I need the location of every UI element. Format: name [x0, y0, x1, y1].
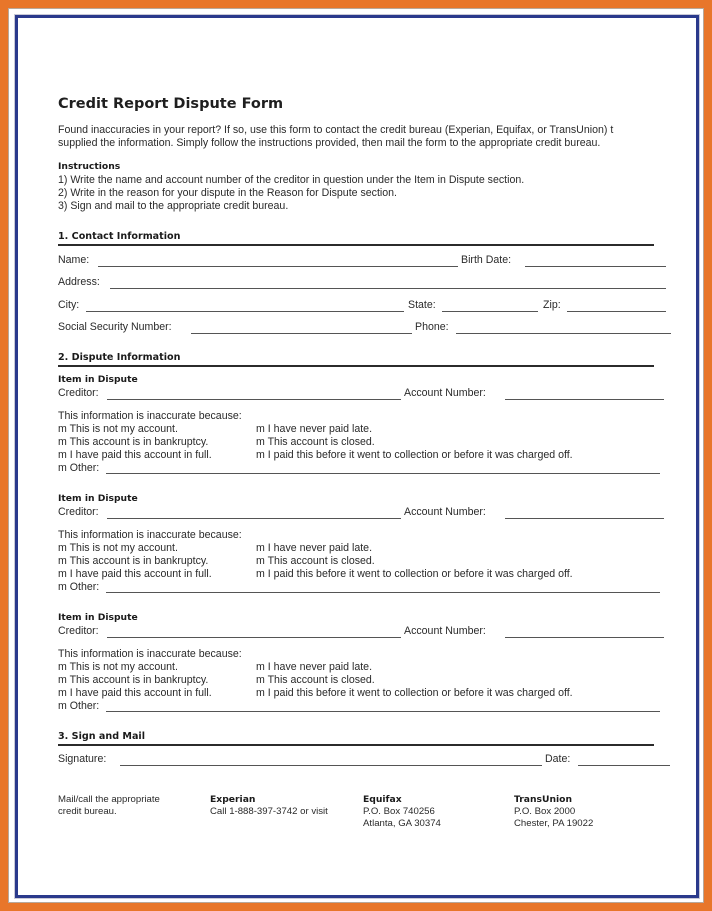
creditor-field[interactable]	[107, 518, 401, 519]
option-paid-before-collection[interactable]: m I paid this before it went to collection or before it was charged off.	[256, 687, 573, 699]
option-not-my-account[interactable]: m This is not my account.	[58, 542, 178, 554]
address-label: Address:	[58, 276, 100, 288]
name-label: Name:	[58, 254, 90, 266]
date-label: Date:	[545, 753, 571, 765]
document-frame	[8, 8, 704, 903]
zip-label: Zip:	[543, 299, 561, 311]
intro-line-2: supplied the information. Simply follow the instructions provided, then mail the form to the appropriate credit bureau.	[58, 137, 601, 149]
option-other[interactable]: m Other:	[58, 581, 100, 593]
account-number-label: Account Number:	[404, 506, 486, 518]
option-never-paid-late[interactable]: m I have never paid late.	[256, 423, 373, 435]
option-other[interactable]: m Other:	[58, 462, 100, 474]
option-bankruptcy[interactable]: m This account is in bankruptcy.	[58, 674, 209, 686]
reason-intro: This information is inaccurate because:	[58, 529, 242, 541]
equifax-address-line-2: Atlanta, GA 30374	[363, 818, 441, 829]
equifax-address-line-1: P.O. Box 740256	[363, 806, 435, 817]
reason-intro: This information is inaccurate because:	[58, 648, 242, 660]
mail-instructions-line-1: Mail/call the appropriate	[58, 794, 160, 805]
other-reason-field[interactable]	[106, 711, 660, 712]
intro-line-1: Found inaccuracies in your report? If so, use this form to contact the credit bureau (Experian, Equifax, or TransUnion) t	[58, 124, 614, 136]
name-field[interactable]	[98, 266, 458, 267]
signature-field[interactable]	[120, 765, 542, 766]
option-bankruptcy[interactable]: m This account is in bankruptcy.	[58, 555, 209, 567]
account-number-field[interactable]	[505, 399, 664, 400]
contact-section-heading: 1. Contact Information	[58, 231, 181, 242]
other-reason-field[interactable]	[106, 473, 660, 474]
option-not-my-account[interactable]: m This is not my account.	[58, 423, 178, 435]
equifax-name: Equifax	[363, 794, 402, 805]
option-account-closed[interactable]: m This account is closed.	[256, 674, 375, 686]
mail-instructions-line-2: credit bureau.	[58, 806, 117, 817]
option-account-closed[interactable]: m This account is closed.	[256, 436, 375, 448]
instructions-heading: Instructions	[58, 161, 121, 172]
other-reason-field[interactable]	[106, 592, 660, 593]
birth-date-field[interactable]	[525, 266, 666, 267]
item-in-dispute-heading: Item in Dispute	[58, 612, 138, 623]
transunion-name: TransUnion	[514, 794, 572, 805]
option-paid-before-collection[interactable]: m I paid this before it went to collection or before it was charged off.	[256, 568, 573, 580]
phone-label: Phone:	[415, 321, 449, 333]
creditor-label: Creditor:	[58, 625, 99, 637]
signature-label: Signature:	[58, 753, 107, 765]
option-paid-in-full[interactable]: m I have paid this account in full.	[58, 568, 212, 580]
reason-intro: This information is inaccurate because:	[58, 410, 242, 422]
account-number-field[interactable]	[505, 518, 664, 519]
address-field[interactable]	[110, 288, 666, 289]
form-title: Credit Report Dispute Form	[58, 96, 284, 112]
option-paid-in-full[interactable]: m I have paid this account in full.	[58, 687, 212, 699]
birth-date-label: Birth Date:	[461, 254, 512, 266]
option-not-my-account[interactable]: m This is not my account.	[58, 661, 178, 673]
transunion-address-line-1: P.O. Box 2000	[514, 806, 576, 817]
option-other[interactable]: m Other:	[58, 700, 100, 712]
creditor-label: Creditor:	[58, 387, 99, 399]
instruction-step-3: 3) Sign and mail to the appropriate credit bureau.	[58, 200, 289, 212]
option-paid-in-full[interactable]: m I have paid this account in full.	[58, 449, 212, 461]
instruction-step-1: 1) Write the name and account number of the creditor in question under the Item in Dispute section.	[58, 174, 525, 186]
account-number-label: Account Number:	[404, 625, 486, 637]
date-field[interactable]	[578, 765, 670, 766]
option-never-paid-late[interactable]: m I have never paid late.	[256, 661, 373, 673]
city-label: City:	[58, 299, 80, 311]
section-divider	[58, 244, 654, 246]
option-account-closed[interactable]: m This account is closed.	[256, 555, 375, 567]
section-divider	[58, 365, 654, 367]
instruction-step-2: 2) Write in the reason for your dispute in the Reason for Dispute section.	[58, 187, 397, 199]
state-label: State:	[408, 299, 436, 311]
option-paid-before-collection[interactable]: m I paid this before it went to collection or before it was charged off.	[256, 449, 573, 461]
form-page	[15, 15, 699, 898]
sign-section-heading: 3. Sign and Mail	[58, 731, 146, 742]
phone-field[interactable]	[456, 333, 671, 334]
transunion-address-line-2: Chester, PA 19022	[514, 818, 594, 829]
state-field[interactable]	[442, 311, 538, 312]
option-never-paid-late[interactable]: m I have never paid late.	[256, 542, 373, 554]
dispute-section-heading: 2. Dispute Information	[58, 352, 181, 363]
ssn-field[interactable]	[191, 333, 412, 334]
option-bankruptcy[interactable]: m This account is in bankruptcy.	[58, 436, 209, 448]
section-divider	[58, 744, 654, 746]
ssn-label: Social Security Number:	[58, 321, 172, 333]
experian-name: Experian	[210, 794, 256, 805]
creditor-label: Creditor:	[58, 506, 99, 518]
item-in-dispute-heading: Item in Dispute	[58, 374, 138, 385]
zip-field[interactable]	[567, 311, 666, 312]
creditor-field[interactable]	[107, 399, 401, 400]
item-in-dispute-heading: Item in Dispute	[58, 493, 138, 504]
account-number-label: Account Number:	[404, 387, 486, 399]
experian-contact: Call 1-888-397-3742 or visit	[210, 806, 328, 817]
city-field[interactable]	[86, 311, 404, 312]
creditor-field[interactable]	[107, 637, 401, 638]
account-number-field[interactable]	[505, 637, 664, 638]
